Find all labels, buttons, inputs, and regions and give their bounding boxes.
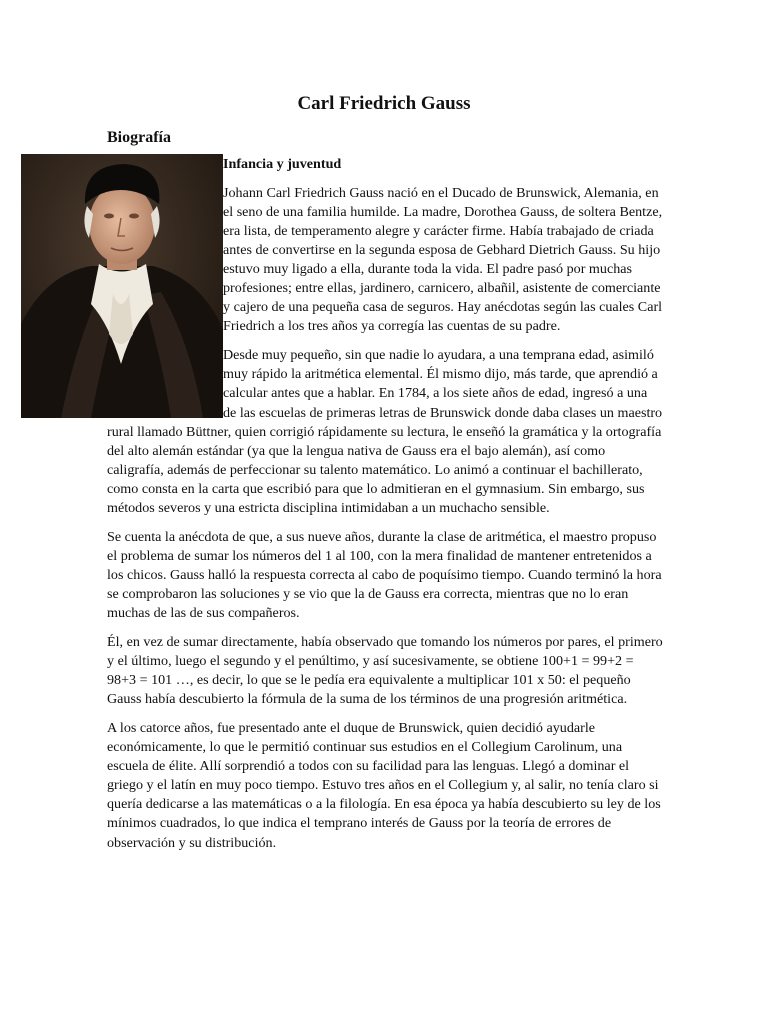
paragraph-1: Johann Carl Friedrich Gauss nació en el Ducado de Brunswick, Alemania, en el seno de una familia humilde. La madre, Dorothea Gauss, de soltera Bentze, era lista, de temperamento alegre y carácter firme. Había trabajado de criada antes de convertirse en la segunda esposa de Gebhard Dietrich Gauss. Su hijo estuvo muy ligado a ella, durante toda la vida. El padre pasó por muchas profesiones; entre ellas, jardinero, carnicero, albañil, asistente de comerciante y cajero de una pequeña casa de seguros. Hay anécdotas según las cuales Carl Friedrich a los tres años ya corregía las cuentas de su padre. — [223, 185, 663, 335]
paragraph-4: Él, en vez de sumar directamente, había observado que tomando los números por pares, el primero y el último, luego el segundo y el penúltimo, y así sucesivamente, se obtiene 100+1 = 99+2 = 98+3 = 101 …, es decir, lo que se le pedía era equivalente a multiplicar 101 x 50: el pequeño Gauss había descubierto la fórmula de la suma de los términos de una progresión aritmética. — [107, 634, 663, 708]
gauss-portrait-image — [21, 154, 223, 418]
paragraph-5: A los catorce años, fue presentado ante el duque de Brunswick, quien decidió ayudarle económicamente, lo que le permitió continuar sus estudios en el Collegium Carolinum, una escuela de élite. Allí sorprendió a todos con su facilidad para las lenguas. Llegó a dominar el griego y el latín en muy poco tiempo. Estuvo tres años en el Collegium y, al salir, no tenía claro si quería dedicarse a las matemáticas o a la filología. En esa época ya había descubierto su ley de los mínimos cuadrados, lo que indica el temprano interés de Gauss por la teoría de errores de observación y su distribución. — [107, 720, 661, 851]
page-title: Carl Friedrich Gauss — [297, 93, 471, 114]
paragraph-2: Desde muy pequeño, sin que nadie lo ayudara, a una temprana edad, asimiló muy rápido la aritmética elemental. Él mismo dijo, más tarde, que aprendió a calcular antes que a hablar. En 1784, a los siete años de edad, ingresó a una de las escuelas de primeras letras de Brunswick donde daba clases un maestro rural llamado Büttner, quien corrigió rápidamente su lectura, le enseñó la gramática y la ortografía del alto alemán estándar (ya que la lengua nativa de Gauss era el bajo alemán), así como caligrafía, además de perfeccionar su talento matemático. Lo animó a continuar el bachillerato, como consta en la carta que escribió para que lo admitieran en el gymnasium. Sin embargo, sus métodos severos y una estricta disciplina intimidaban a un muchacho sensible. — [107, 347, 663, 516]
section-heading: Biografía — [107, 129, 171, 146]
paragraph-3: Se cuenta la anécdota de que, a sus nueve años, durante la clase de aritmética, el maestro propuso el problema de sumar los números del 1 al 100, con la mera finalidad de mantener entretenidos a los chicos. Gauss halló la respuesta correcta al cabo de poquísimo tiempo. Cuando terminó la hora se comprobaron las soluciones y se vio que la de Gauss era correcta, mientras que no lo eran muchas de las de sus compañeros. — [107, 528, 662, 621]
subsection-heading: Infancia y juventud — [223, 156, 342, 172]
body-text — [107, 155, 663, 863]
